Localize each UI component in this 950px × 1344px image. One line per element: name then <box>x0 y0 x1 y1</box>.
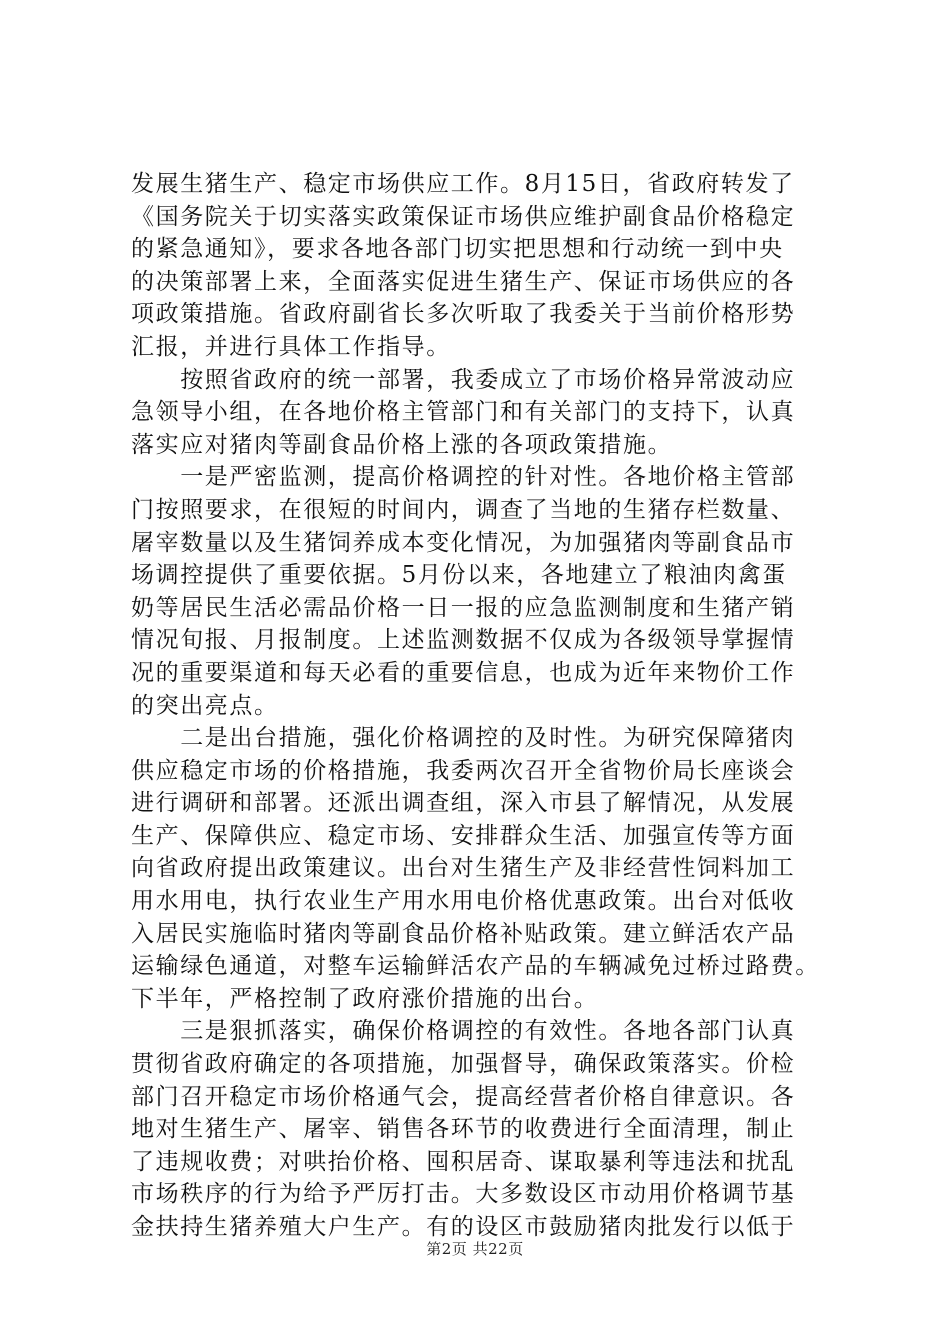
text-line: 发展生猪生产、稳定市场供应工作。8月15日，省政府转发了 <box>131 171 795 197</box>
text-line: 运输绿色通道，对整车运输鲜活农产品的车辆减免过桥过路费。 <box>131 953 820 980</box>
page-footer <box>0 1238 950 1259</box>
text-line: 的紧急通知》，要求各地各部门切实把思想和行动统一到中央 <box>131 236 784 263</box>
text-line: 一是严密监测，提高价格调控的针对性。各地价格主管部 <box>131 464 796 491</box>
text-line: 急领导小组，在各地价格主管部门和有关部门的支持下，认真 <box>131 399 796 426</box>
text-line: 进行调研和部署。还派出调查组，深入市县了解情况，从发展 <box>131 790 796 817</box>
text-line: 三是狠抓落实，确保价格调控的有效性。各地各部门认真 <box>131 1018 796 1045</box>
text-line: 贯彻省政府确定的各项措施，加强督导，确保政策落实。价检 <box>131 1051 796 1078</box>
text-line: 用水用电，执行农业生产用水用电价格优惠政策。出台对低收 <box>131 888 796 915</box>
text-line: 况的重要渠道和每天必看的重要信息，也成为近年来物价工作 <box>131 659 796 686</box>
page-number: 第2页 共22页 <box>426 1240 524 1258</box>
text-line: 《国务院关于切实落实政策保证市场供应维护副食品价格稳定 <box>131 203 796 230</box>
text-line: 项政策措施。省政府副省长多次听取了我委关于当前价格形势 <box>131 301 796 328</box>
text-line: 按照省政府的统一部署，我委成立了市场价格异常波动应 <box>131 366 796 393</box>
text-line: 生产、保障供应、稳定市场、安排群众生活、加强宣传等方面 <box>131 822 796 849</box>
text-line: 向省政府提出政策建议。出台对生猪生产及非经营性饲料加工 <box>131 855 796 882</box>
text-line: 门按照要求，在很短的时间内，调查了当地的生猪存栏数量、 <box>131 496 796 523</box>
text-line: 部门召开稳定市场价格通气会，提高经营者价格自律意识。各 <box>131 1083 796 1110</box>
text-line: 场调控提供了重要依据。5月份以来，各地建立了粮油肉禽蛋 <box>131 562 787 589</box>
text-line: 二是出台措施，强化价格调控的及时性。为研究保障猪肉 <box>131 725 796 752</box>
body-text <box>131 168 851 1244</box>
text-line: 地对生猪生产、屠宰、销售各环节的收费进行全面清理，制止 <box>131 1116 796 1143</box>
text-line: 情况旬报、月报制度。上述监测数据不仅成为各级领导掌握情 <box>131 627 796 654</box>
text-line: 入居民实施临时猪肉等副食品价格补贴政策。建立鲜活农产品 <box>131 920 796 947</box>
text-line: 供应稳定市场的价格措施，我委两次召开全省物价局长座谈会 <box>131 757 796 784</box>
text-line: 屠宰数量以及生猪饲养成本变化情况，为加强猪肉等副食品市 <box>131 529 796 556</box>
text-line: 市场秩序的行为给予严厉打击。大多数设区市动用价格调节基 <box>131 1181 796 1208</box>
text-line: 的决策部署上来，全面落实促进生猪生产、保证市场供应的各 <box>131 268 796 295</box>
text-line: 落实应对猪肉等副食品价格上涨的各项政策措施。 <box>131 431 673 458</box>
text-line: 的突出亮点。 <box>131 692 279 719</box>
text-line: 金扶持生猪养殖大户生产。有的设区市鼓励猪肉批发行以低于 <box>131 1214 796 1240</box>
text-line: 汇报，并进行具体工作指导。 <box>131 333 451 360</box>
text-line: 下半年，严格控制了政府涨价措施的出台。 <box>131 985 599 1012</box>
text-line: 了违规收费；对哄抬价格、囤积居奇、谋取暴利等违法和扰乱 <box>131 1148 796 1175</box>
text-line: 奶等居民生活必需品价格一日一报的应急监测制度和生猪产销 <box>131 594 796 621</box>
